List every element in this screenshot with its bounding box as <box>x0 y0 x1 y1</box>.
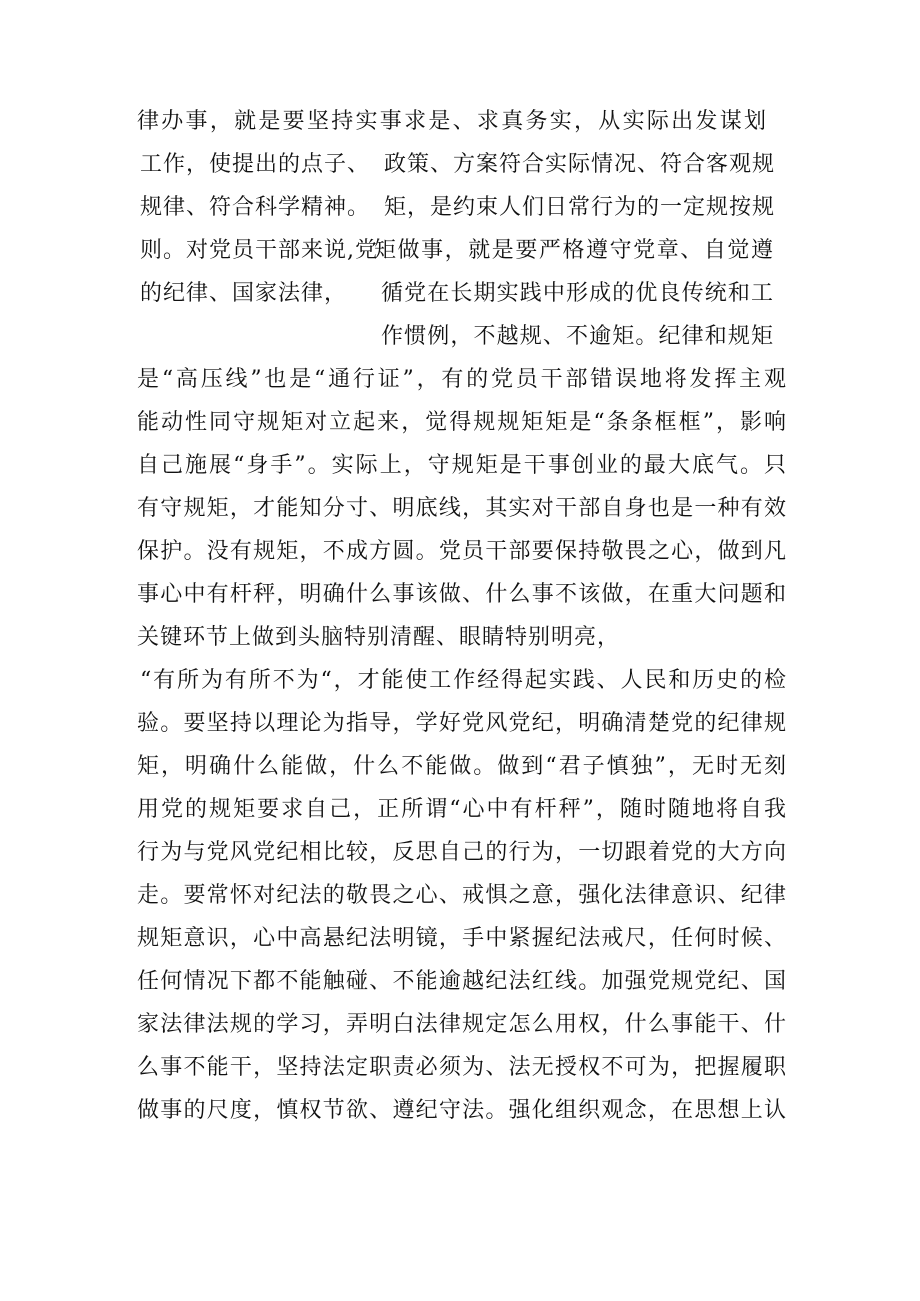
text-line-21: 任何情况下都不能触碰、不能逾越纪法红线。加强党规党纪、国 <box>137 969 787 994</box>
text-line-16: 矩，明确什么能做，什么不能做。做到“君子慎独”，无时无刻 <box>137 754 787 779</box>
text-line-10: 有守规矩，才能知分寸、明底线，其实对干部自身也是一种有效 <box>137 496 787 521</box>
text-line-13: 关键环节上做到头脑特别清醒、眼睛特别明亮， <box>137 625 621 650</box>
text-line-17: 用党的规矩要求自己，正所谓“心中有杆秤”，随时随地将自我 <box>137 797 787 822</box>
text-line-12: 事心中有杆秤，明确什么事该做、什么事不该做，在重大问题和 <box>137 582 787 607</box>
text-line-23: 么事不能干，坚持法定职责必须为、法无授权不可为，把握履职 <box>137 1055 787 1080</box>
text-line-11: 保护。没有规矩，不成方圆。党员干部要保持敬畏之心，做到凡 <box>137 539 787 564</box>
text-line-18: 行为与党风党纪相比较，反思自己的行为，一切跟着党的大方向 <box>137 840 787 865</box>
text-line-9: 自己施展“身手”。实际上，守规矩是干事创业的最大底气。只 <box>137 453 787 478</box>
text-line-15: 验。要坚持以理论为指导，学好党风党纪，明确清楚党的纪律规 <box>137 711 787 736</box>
text-line-24: 做事的尺度，慎权节欲、遵纪守法。强化组织观念，在思想上认 <box>137 1098 787 1123</box>
text-line-6-right: 作惯例，不越规、不逾矩。纪律和规矩 <box>381 324 774 349</box>
text-line-22: 家法律法规的学习，弄明白法律规定怎么用权，什么事能干、什 <box>137 1012 787 1037</box>
text-line-1: 律办事，就是要坚持实事求是、求真务实，从实际出发谋划 <box>137 109 767 134</box>
text-line-3-left: 规律、符合科学精神。 <box>140 195 371 220</box>
text-line-2-right: 政策、方案符合实际情况、符合客观规 <box>384 152 776 177</box>
text-line-4-left: 则。对党员干部来说,党 <box>140 238 378 263</box>
text-line-20: 规矩意识，心中高悬纪法明镜，手中紧握纪法戒尺，任何时候、 <box>137 926 787 951</box>
text-line-8: 能动性同守规矩对立起来，觉得规规矩矩是“条条框框”，影响 <box>137 410 787 435</box>
text-line-19: 走。要常怀对纪法的敬畏之心、戒惧之意，强化法律意识、纪律 <box>137 883 787 908</box>
text-line-5-right: 循党在长期实践中形成的优良传统和工 <box>381 281 774 306</box>
text-line-3-right: 矩，是约束人们日常行为的一定规按规 <box>384 195 776 220</box>
text-line-5-left: 的纪律、国家法律， <box>140 281 348 306</box>
text-line-2-left: 工作，使提出的点子、 <box>140 152 371 177</box>
text-line-14: “有所为有所不为“，才能使工作经得起实践、人民和历史的检 <box>140 668 787 693</box>
text-line-4-right: 矩做事，就是要严格遵守党章、自觉遵 <box>374 238 774 263</box>
text-line-7: 是“高压线”也是“通行证”，有的党员干部错误地将发挥主观 <box>137 367 787 392</box>
